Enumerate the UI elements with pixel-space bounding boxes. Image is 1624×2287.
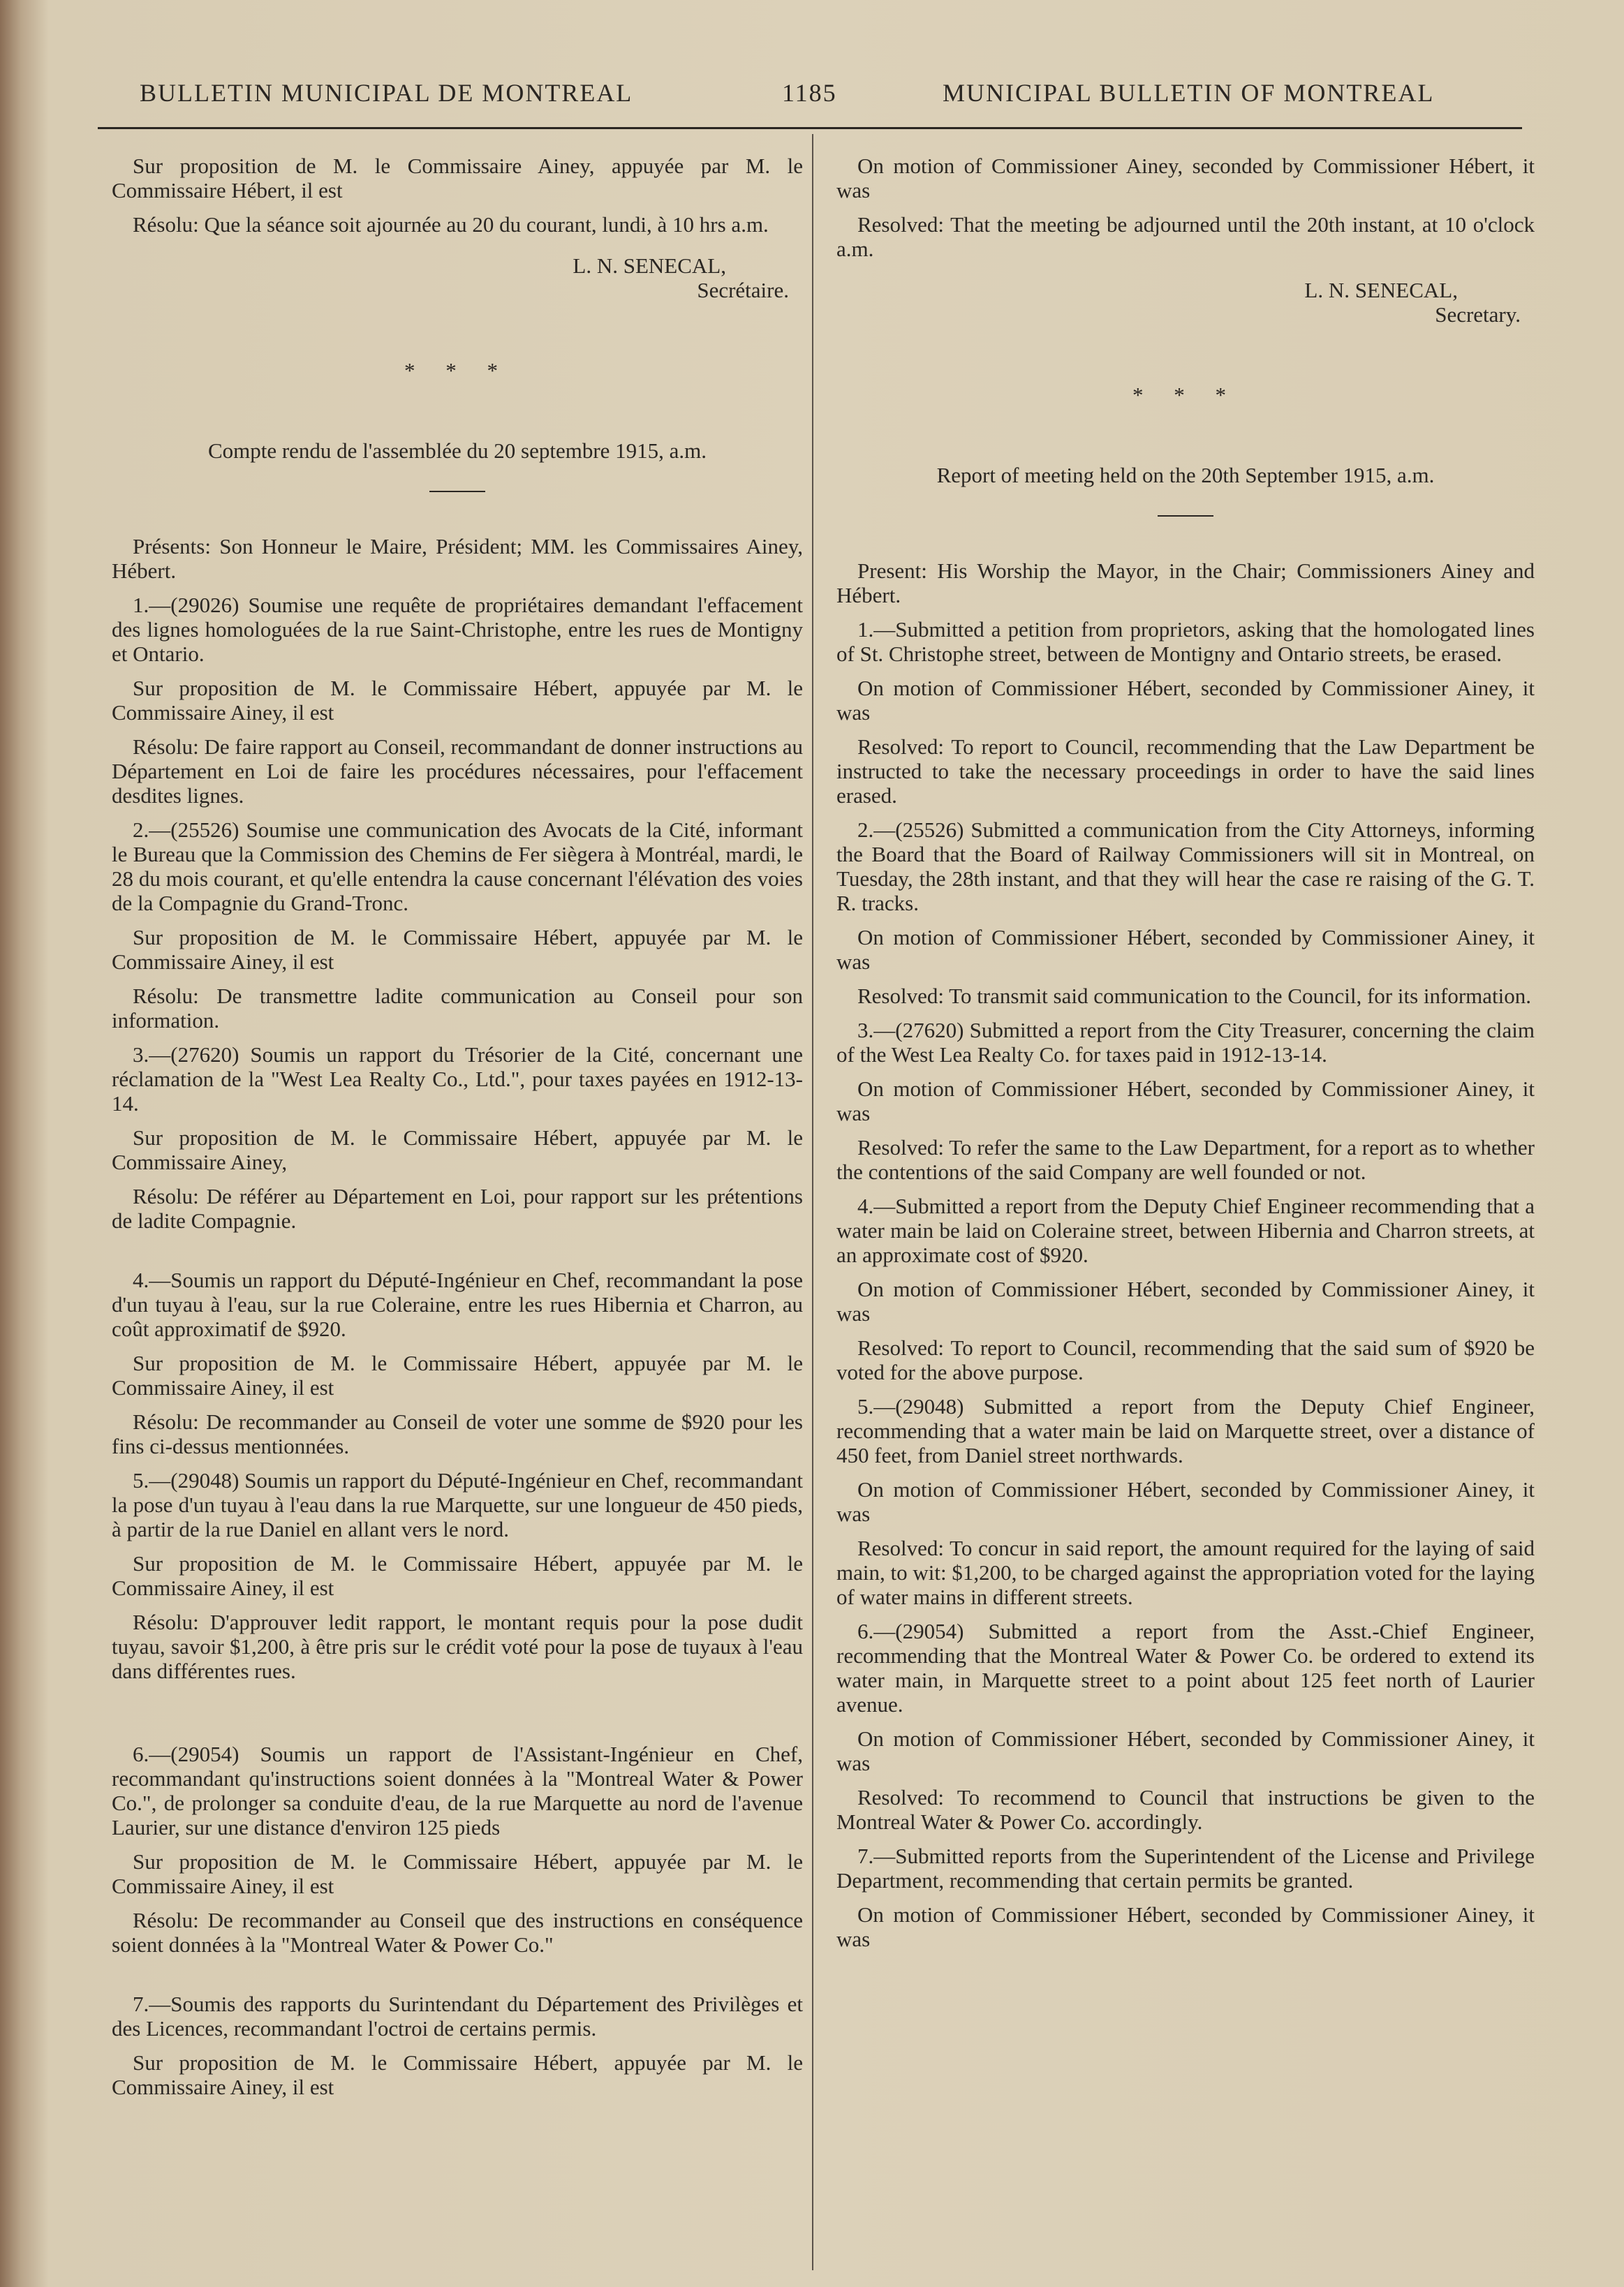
- section-stars: * * *: [1132, 383, 1239, 407]
- item-resolved: Résolu: D'approuver ledit rapport, le montant requis pour la pose dudit tuyau, savoir $1,200, à être pris sur le crédit voté pour la pose de tuyaux à l'eau dans différentes rues.: [112, 1610, 803, 1683]
- item-motion: Sur proposition de M. le Commissaire Hébert, appuyée par M. le Commissaire Ainey, il est: [112, 925, 803, 974]
- signature-name: L. N. SENECAL,: [1304, 278, 1458, 302]
- item-motion: On motion of Commissioner Hébert, seconded by Commissioner Ainey, it was: [836, 1477, 1535, 1526]
- header-english-title: MUNICIPAL BULLETIN OF MONTREAL: [943, 79, 1435, 107]
- signature: [112, 253, 803, 302]
- present-line: Présents: Son Honneur le Maire, Président; MM. les Commissaires Ainey, Hébert.: [112, 534, 803, 583]
- item-resolved: Resolved: To report to Council, recommending that the said sum of $920 be voted for the above purpose.: [836, 1335, 1535, 1384]
- item-text: 4.—Submitted a report from the Deputy Chief Engineer recommending that a water main be laid on Coleraine street, between Hibernia and Charron streets, at an approximate cost of $920.: [836, 1194, 1535, 1267]
- spacer: [112, 1967, 803, 1992]
- signature: [836, 278, 1535, 327]
- french-column: [112, 154, 803, 2109]
- item-text: 4.—Soumis un rapport du Député-Ingénieur en Chef, recommandant la pose d'un tuyau à l'eau, sur la rue Coleraine, entre les rues Hibernia et Charron, au coût approximatif de $920.: [112, 1268, 803, 1341]
- item-text: 5.—(29048) Submitted a report from the Deputy Chief Engineer, recommending that a water main be laid on Marquette street, over a distance of 450 feet, from Daniel street northwards.: [836, 1394, 1535, 1467]
- item-motion: On motion of Commissioner Hébert, seconded by Commissioner Ainey, it was: [836, 1076, 1535, 1125]
- item-text: 2.—(25526) Soumise une communication des Avocats de la Cité, informant le Bureau que la Commission des Chemins de Fer siègera à Montréal, mardi, le 28 du mois courant, et qu'elle entendra la cause concernant l'élévation des voies de la Compagnie du Grand-Tronc.: [112, 817, 803, 915]
- item-resolved: Resolved: To refer the same to the Law Department, for a report as to whether the contentions of the said Company are well founded or not.: [836, 1135, 1535, 1184]
- spacer: [112, 1243, 803, 1268]
- item-motion: Sur proposition de M. le Commissaire Hébert, appuyée par M. le Commissaire Ainey, il est: [112, 1551, 803, 1600]
- item-motion: On motion of Commissioner Hébert, seconded by Commissioner Ainey, it was: [836, 1726, 1535, 1775]
- item-resolved: Résolu: De recommander au Conseil de voter une somme de $920 pour les fins ci-dessus mentionnées.: [112, 1409, 803, 1458]
- item-motion: On motion of Commissioner Hébert, seconded by Commissioner Ainey, it was: [836, 1902, 1535, 1951]
- column-divider: [812, 134, 813, 2270]
- item-motion: On motion of Commissioner Hébert, seconded by Commissioner Ainey, it was: [836, 1277, 1535, 1326]
- adjourn-resolved: Résolu: Que la séance soit ajournée au 20 du courant, lundi, à 10 hrs a.m.: [133, 212, 769, 237]
- signature-title: Secretary.: [1435, 302, 1521, 327]
- item-resolved: Résolu: De transmettre ladite communication au Conseil pour son information.: [112, 984, 803, 1033]
- item-motion: Sur proposition de M. le Commissaire Hébert, appuyée par M. le Commissaire Ainey, il est: [112, 2050, 803, 2099]
- signature-title: Secrétaire.: [697, 278, 789, 302]
- item-text: 7.—Submitted reports from the Superintendent of the License and Privilege Department, recommending that certain permits be granted.: [836, 1844, 1535, 1893]
- item-motion: On motion of Commissioner Hébert, seconded by Commissioner Ainey, it was: [836, 925, 1535, 974]
- item-text: 1.—Submitted a petition from proprietors, asking that the homologated lines of St. Christophe street, between de Montigny and Ontario streets, be erased.: [836, 617, 1535, 666]
- present-line: Present: His Worship the Mayor, in the Chair; Commissioners Ainey and Hébert.: [836, 558, 1535, 607]
- adjourn-resolved: Resolved: That the meeting be adjourned until the 20th instant, at 10 o'clock a.m.: [836, 212, 1535, 261]
- item-motion: Sur proposition de M. le Commissaire Hébert, appuyée par M. le Commissaire Ainey,: [112, 1125, 803, 1174]
- item-text: 6.—(29054) Soumis un rapport de l'Assistant-Ingénieur en Chef, recommandant qu'instructions soient données à la "Montreal Water & Power Co.", de prolonger sa conduite d'eau, de la rue Marquette au nord de l'avenue Laurier, sur une distance d'environ 125 pieds: [112, 1742, 803, 1840]
- item-motion: Sur proposition de M. le Commissaire Hébert, appuyée par M. le Commissaire Ainey, il est: [112, 1849, 803, 1898]
- english-column: [836, 154, 1535, 1961]
- item-text: 2.—(25526) Submitted a communication from the City Attorneys, informing the Board that the Board of Railway Commissioners will sit in Montreal, on Tuesday, the 28th instant, and that they will hear the case re raising of the G. T. R. tracks.: [836, 817, 1535, 915]
- page-number: 1185: [782, 79, 837, 107]
- item-resolved: Resolved: To report to Council, recommending that the Law Department be instructed to take the necessary proceedings in order to have the said lines erased.: [836, 734, 1535, 808]
- adjourn-motion: Sur proposition de M. le Commissaire Ainey, appuyée par M. le Commissaire Hébert, il est: [112, 154, 803, 202]
- report-title: Compte rendu de l'assemblée du 20 septembre 1915, a.m.: [207, 438, 707, 463]
- item-text: 6.—(29054) Submitted a report from the Asst.-Chief Engineer, recommending that the Montreal Water & Power Co. be ordered to extend its water main, in Marquette street to a point about 125 feet north of Laurier avenue.: [836, 1619, 1535, 1717]
- item-text: 3.—(27620) Submitted a report from the City Treasurer, concerning the claim of the West Lea Realty Co. for taxes paid in 1912-13-14.: [836, 1018, 1535, 1067]
- item-text: 5.—(29048) Soumis un rapport du Député-Ingénieur en Chef, recommandant la pose d'un tuyau à l'eau dans la rue Marquette, sur une longueur de 450 pieds, à partir de la rue Daniel en allant vers le nord.: [112, 1468, 803, 1541]
- adjourn-motion: On motion of Commissioner Ainey, seconded by Commissioner Hébert, it was: [836, 154, 1535, 202]
- spacer: [112, 1693, 803, 1742]
- item-text: 1.—(29026) Soumise une requête de propriétaires demandant l'effacement des lignes homologuées de la rue Saint-Christophe, entre les rues de Montigny et Ontario.: [112, 593, 803, 666]
- item-motion: On motion of Commissioner Hébert, seconded by Commissioner Ainey, it was: [836, 676, 1535, 725]
- report-title: Report of meeting held on the 20th September 1915, a.m.: [936, 463, 1435, 487]
- item-resolved: Resolved: To recommend to Council that instructions be given to the Montreal Water & Power Co. accordingly.: [836, 1785, 1535, 1834]
- item-text: 3.—(27620) Soumis un rapport du Trésorier de la Cité, concernant une réclamation de la "West Lea Realty Co., Ltd.", pour taxes payées en 1912-13-14.: [112, 1042, 803, 1116]
- short-rule: [1158, 515, 1213, 517]
- item-resolved: Resolved: To transmit said communication to the Council, for its information.: [857, 984, 1532, 1008]
- item-motion: Sur proposition de M. le Commissaire Hébert, appuyée par M. le Commissaire Ainey, il est: [112, 676, 803, 725]
- item-motion: Sur proposition de M. le Commissaire Hébert, appuyée par M. le Commissaire Ainey, il est: [112, 1351, 803, 1400]
- short-rule: [429, 491, 485, 492]
- item-resolved: Résolu: De faire rapport au Conseil, recommandant de donner instructions au Département en Loi de faire les procédures nécessaires, pour l'effacement desdites lignes.: [112, 734, 803, 808]
- item-text: 7.—Soumis des rapports du Surintendant du Département des Privilèges et des Licences, recommandant l'octroi de certains permis.: [112, 1992, 803, 2041]
- header-french-title: BULLETIN MUNICIPAL DE MONTREAL: [140, 79, 633, 107]
- item-resolved: Resolved: To concur in said report, the amount required for the laying of said main, to wit: $1,200, to be charged against the appropriation voted for the laying of water mains in different streets.: [836, 1536, 1535, 1609]
- section-stars: * * *: [404, 358, 510, 383]
- page-header: [133, 70, 1515, 119]
- item-resolved: Résolu: De recommander au Conseil que des instructions en conséquence soient données à la "Montreal Water & Power Co.": [112, 1908, 803, 1957]
- signature-name: L. N. SENECAL,: [573, 253, 726, 278]
- header-rule: [98, 127, 1522, 129]
- item-resolved: Résolu: De référer au Département en Loi, pour rapport sur les prétentions de ladite Compagnie.: [112, 1184, 803, 1233]
